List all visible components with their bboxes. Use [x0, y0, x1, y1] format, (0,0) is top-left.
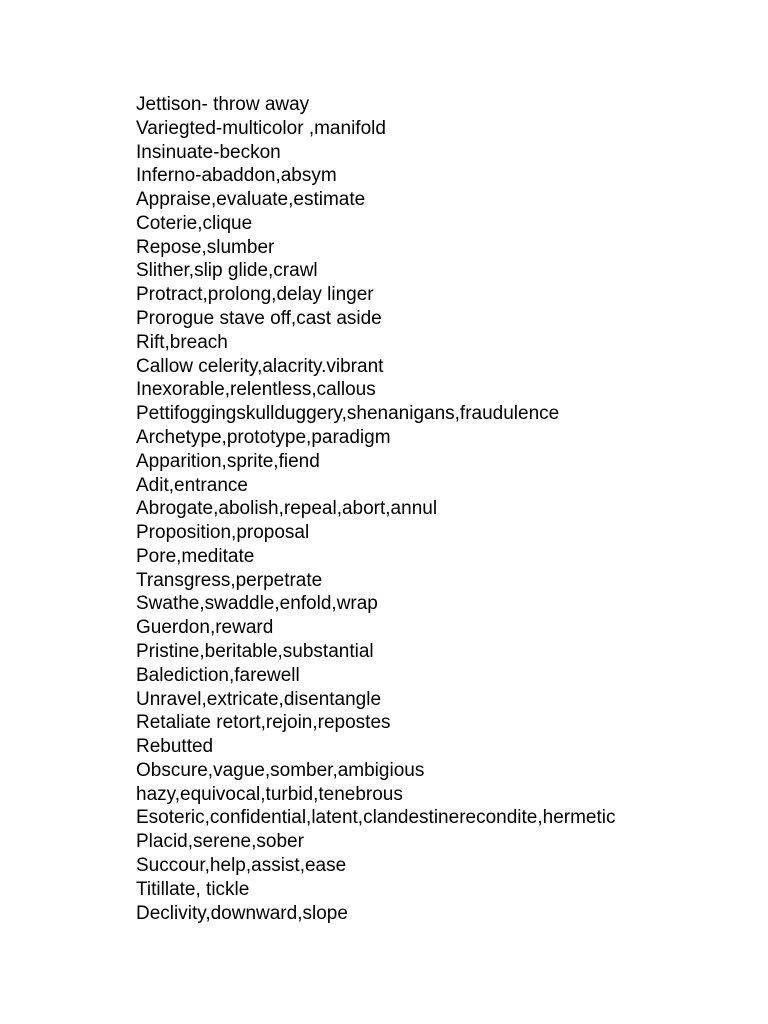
list-item: Adit,entrance — [136, 474, 248, 496]
list-item: Archetype,prototype,paradigm — [136, 426, 391, 448]
vocabulary-list — [136, 93, 616, 925]
list-item: Callow celerity,alacrity.vibrant — [136, 355, 384, 377]
list-item: Rebutted — [136, 736, 214, 758]
list-item: Transgress,perpetrate — [136, 569, 323, 591]
list-item: Succour,help,assist,ease — [136, 855, 347, 876]
list-item: Insinuate-beckon — [136, 141, 281, 163]
list-item: Inexorable,relentless,callous — [136, 379, 376, 401]
list-item: Appraise,evaluate,estimate — [136, 189, 366, 211]
list-item: Coterie,clique — [136, 212, 253, 234]
list-item: Pore,meditate — [136, 545, 255, 567]
list-item: Placid,serene,sober — [136, 831, 304, 853]
list-item: Balediction,farewell — [136, 664, 300, 686]
list-item: Titillate, tickle — [136, 878, 250, 900]
list-item: Abrogate,abolish,repeal,abort,annul — [136, 498, 438, 520]
list-item: Slither,slip glide,crawl — [136, 260, 318, 282]
list-item: Variegted-multicolor ,manifold — [136, 117, 386, 139]
list-item: Declivity,downward,slope — [136, 902, 348, 924]
list-item: Repose,slumber — [136, 236, 275, 258]
list-item: Rift,breach — [136, 331, 228, 353]
list-item: Jettison- throw away — [136, 94, 310, 115]
list-item: Swathe,swaddle,enfold,wrap — [136, 593, 378, 615]
list-item: Apparition,sprite,fiend — [136, 450, 320, 472]
list-item: Inferno-abaddon,absym — [136, 165, 337, 187]
list-item: Retaliate retort,rejoin,repostes — [136, 712, 391, 734]
list-item: Unravel,extricate,disentangle — [136, 688, 382, 710]
list-item: Proposition,proposal — [136, 522, 310, 544]
list-item: Guerdon,reward — [136, 617, 274, 639]
list-item: Esoteric,confidential,latent,clandestinerecondite,hermetic — [136, 807, 616, 829]
list-item: hazy,equivocal,turbid,tenebrous — [136, 783, 403, 805]
list-item: Protract,prolong,delay linger — [136, 284, 374, 306]
list-item: Obscure,vague,somber,ambigious — [136, 759, 425, 781]
list-item: Prorogue stave off,cast aside — [136, 308, 382, 330]
list-item: Pettifoggingskullduggery,shenanigans,fraudulence — [136, 403, 560, 425]
list-item: Pristine,beritable,substantial — [136, 640, 374, 662]
